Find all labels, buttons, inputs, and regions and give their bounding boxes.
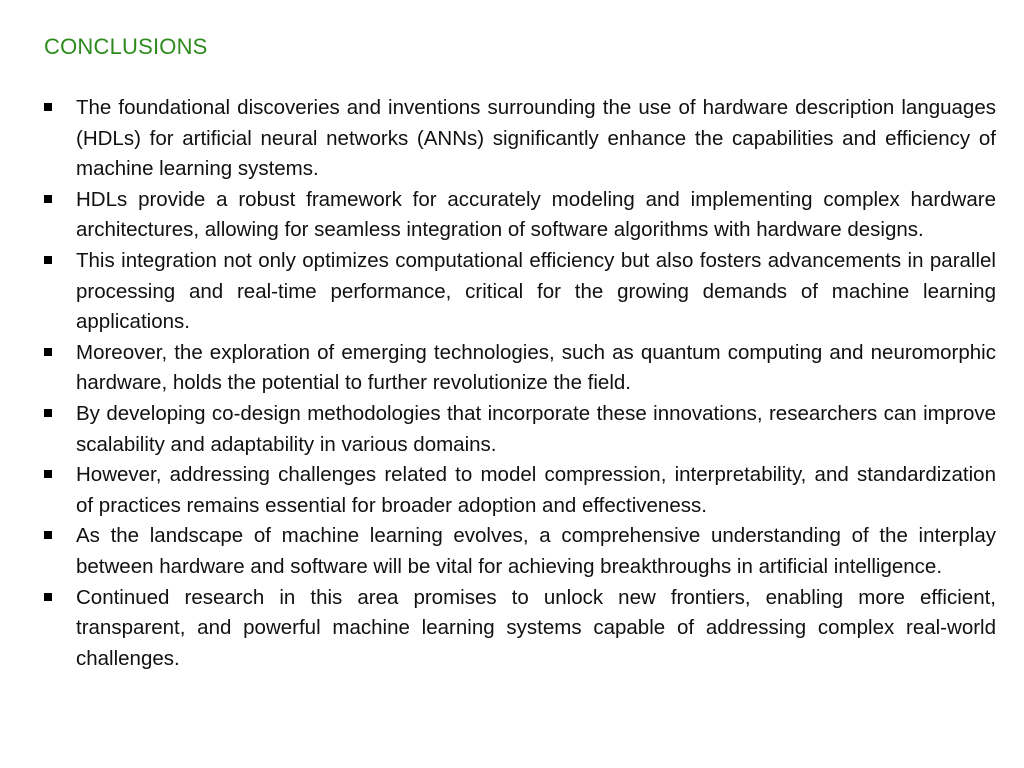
square-bullet-icon xyxy=(44,470,52,478)
square-bullet-icon xyxy=(44,409,52,417)
square-bullet-icon xyxy=(44,256,52,264)
bullet-text: HDLs provide a robust framework for accurately modeling and implementing complex hardware architectures, allowing for seamless integration of software algorithms with hardware designs. xyxy=(76,187,996,242)
bullet-item xyxy=(44,460,996,521)
square-bullet-icon xyxy=(44,195,52,203)
bullet-item xyxy=(44,521,996,582)
bullet-item xyxy=(44,93,996,185)
square-bullet-icon xyxy=(44,348,52,356)
square-bullet-icon xyxy=(44,103,52,111)
bullet-item xyxy=(44,246,996,338)
bullet-item xyxy=(44,399,996,460)
bullet-list xyxy=(44,93,996,674)
bullet-text: However, addressing challenges related to model compression, interpretability, and standardization of practices remains essential for broader adoption and effectiveness. xyxy=(76,463,996,517)
bullet-item xyxy=(44,338,996,399)
bullet-text: As the landscape of machine learning evolves, a comprehensive understanding of the interplay between hardware and software will be vital for achieving breakthroughs in artificial intelligence. xyxy=(76,524,996,578)
bullet-text: Continued research in this area promises to unlock new frontiers, enabling more efficient, transparent, and powerful machine learning systems capable of addressing complex real-world challenges. xyxy=(76,585,996,670)
bullet-text: Moreover, the exploration of emerging technologies, such as quantum computing and neuromorphic hardware, holds the potential to further revolutionize the field. xyxy=(76,340,996,395)
square-bullet-icon xyxy=(44,531,52,539)
slide-title: CONCLUSIONS xyxy=(44,34,208,59)
bullet-text: By developing co-design methodologies that incorporate these innovations, researchers can improve scalability and adaptability in various domains. xyxy=(76,401,996,456)
bullet-text: The foundational discoveries and inventions surrounding the use of hardware description languages (HDLs) for artificial neural networks (ANNs) significantly enhance the capabilities and efficiency of machine learning systems. xyxy=(76,96,996,181)
square-bullet-icon xyxy=(44,593,52,601)
bullet-item xyxy=(44,583,996,675)
bullet-text: This integration not only optimizes computational efficiency but also fosters advancements in parallel processing and real-time performance, critical for the growing demands of machine learning applications. xyxy=(76,248,996,334)
bullet-item xyxy=(44,185,996,246)
